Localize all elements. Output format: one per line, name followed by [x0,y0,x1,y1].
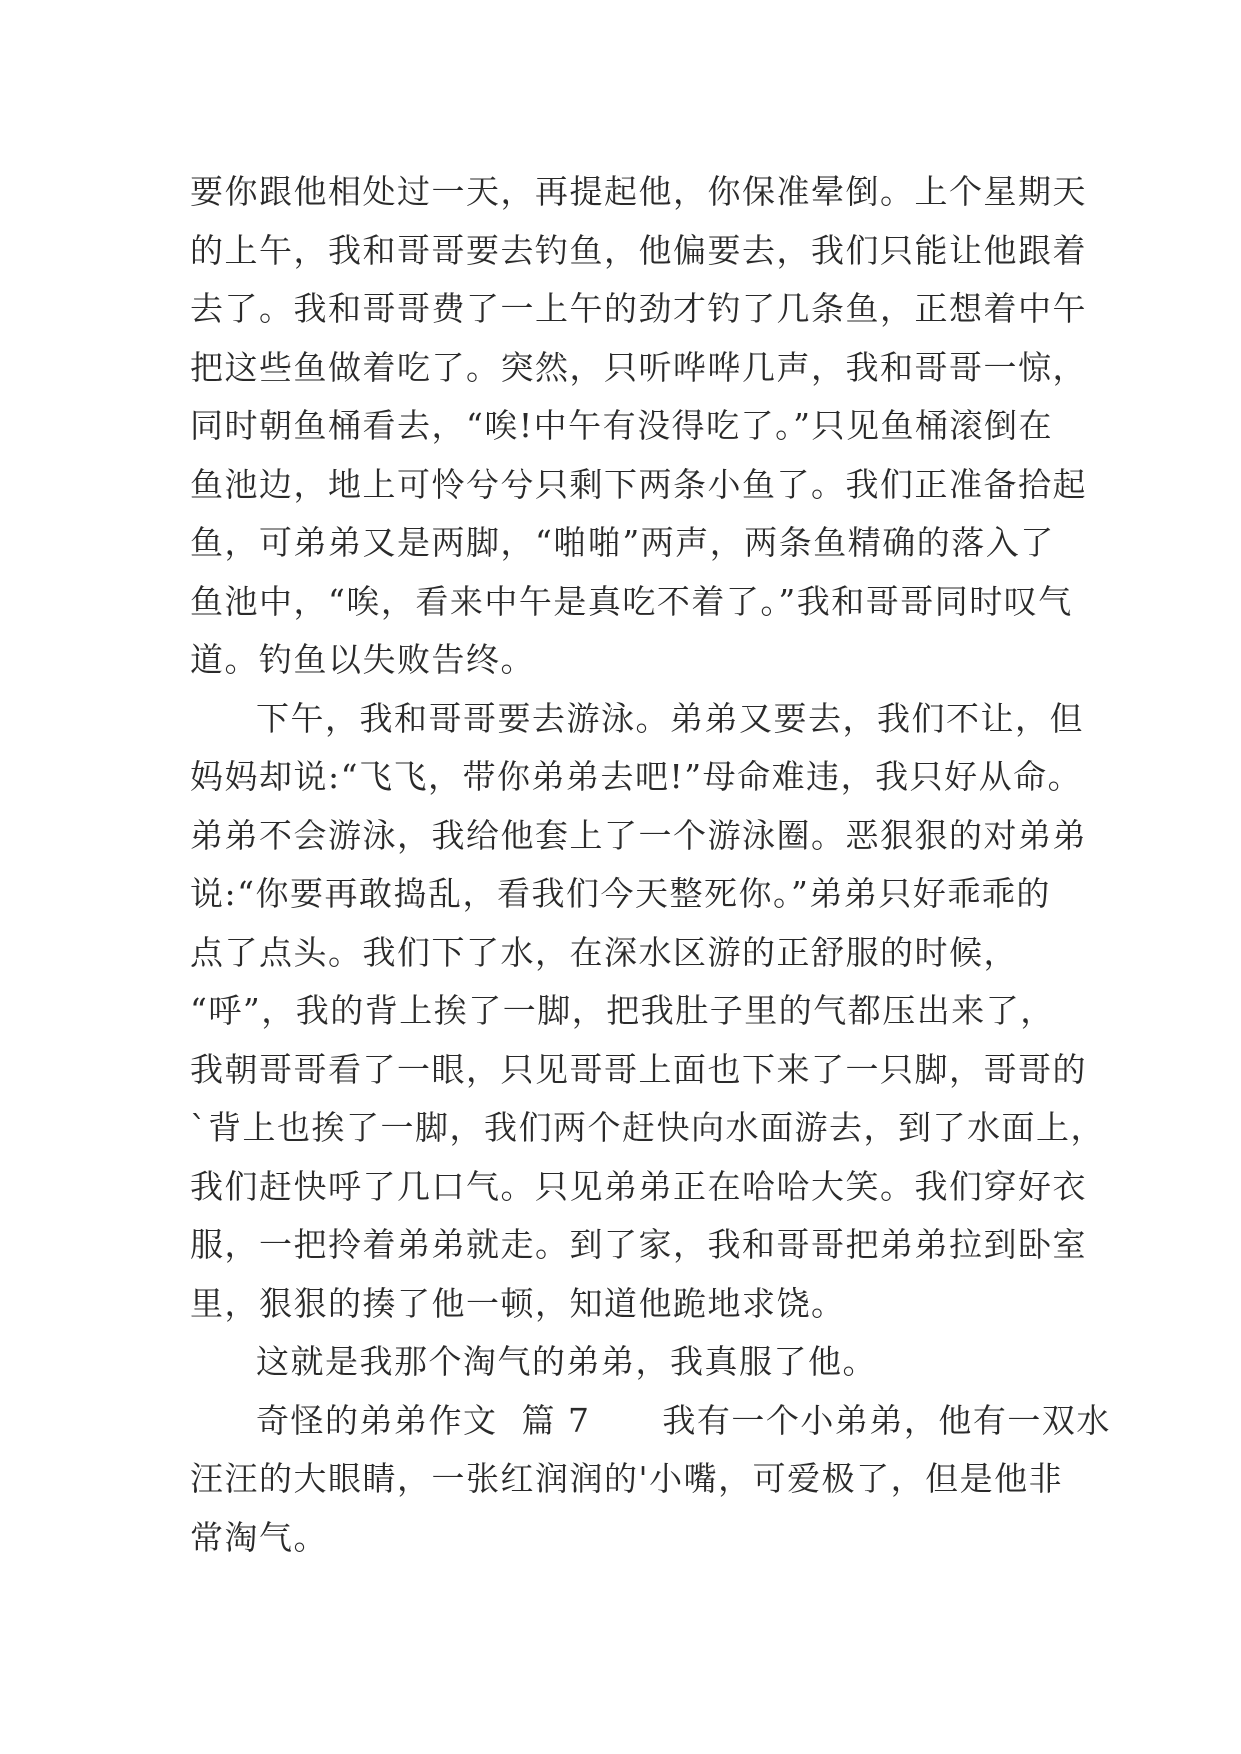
text-line: 服，一把拎着弟弟就走。到了家，我和哥哥把弟弟拉到卧室 [190,1225,1087,1264]
text-line: 汪汪的大眼睛，一张红润润的'小嘴，可爱极了，但是他非 [190,1459,1064,1498]
text-line: 鱼，可弟弟又是两脚，“啪啪”两声，两条鱼精确的落入了 [190,523,1055,562]
text-line: 里，狠狠的揍了他一顿，知道他跪地求饶。 [190,1283,846,1323]
text-line: 说:“你要再敢捣乱，看我们今天整死你。”弟弟只好乖乖的 [190,874,1051,913]
text-line: 道。钓鱼以失败告终。 [190,640,535,679]
text-line: 同时朝鱼桶看去，“唉!中午有没得吃了。”只见鱼桶滚倒在 [190,406,1054,445]
text-line: 我们赶快呼了几口气。只见弟弟正在哈哈大笑。我们穿好衣 [190,1166,1087,1206]
text-line: 去了。我和哥哥费了一上午的劲才钓了几条鱼，正想着中午 [190,289,1087,328]
text-line: “呼”，我的背上挨了一脚，把我肚子里的气都压出来了， [190,991,1055,1030]
text-line: 下午，我和哥哥要去游泳。弟弟又要去，我们不让，但 [256,698,1084,738]
text-line: 的上午，我和哥哥要去钓鱼，他偏要去，我们只能让他跟着 [190,230,1087,270]
text-line: 这就是我那个淘气的弟弟，我真服了他。 [256,1342,877,1381]
text-line: 妈妈却说:“飞飞，带你弟弟去吧!”母命难违，我只好从命。 [190,757,1083,796]
text-line: 常淘气。 [190,1517,328,1557]
text-line: 点了点头。我们下了水，在深水区游的正舒服的时候， [190,932,1018,972]
text-line: `背上也挨了一脚，我们两个赶快向水面游去，到了水面上， [190,1108,1105,1147]
essay-text [190,163,1111,1567]
text-line: 奇怪的弟弟作文 篇 7 我有一个小弟弟，他有一双水 [256,1400,1111,1440]
text-line: 鱼池中，“唉，看来中午是真吃不着了。”我和哥哥同时叹气 [190,581,1073,621]
text-line: 鱼池边，地上可怜兮兮只剩下两条小鱼了。我们正准备拾起 [190,464,1087,504]
text-line: 把这些鱼做着吃了。突然，只听哗哗几声，我和哥哥一惊， [190,347,1087,387]
text-line: 要你跟他相处过一天，再提起他，你保准晕倒。上个星期天 [190,172,1087,211]
text-line: 我朝哥哥看了一眼，只见哥哥上面也下来了一只脚，哥哥的 [190,1049,1087,1089]
text-line: 弟弟不会游泳，我给他套上了一个游泳圈。恶狠狠的对弟弟 [190,815,1087,855]
